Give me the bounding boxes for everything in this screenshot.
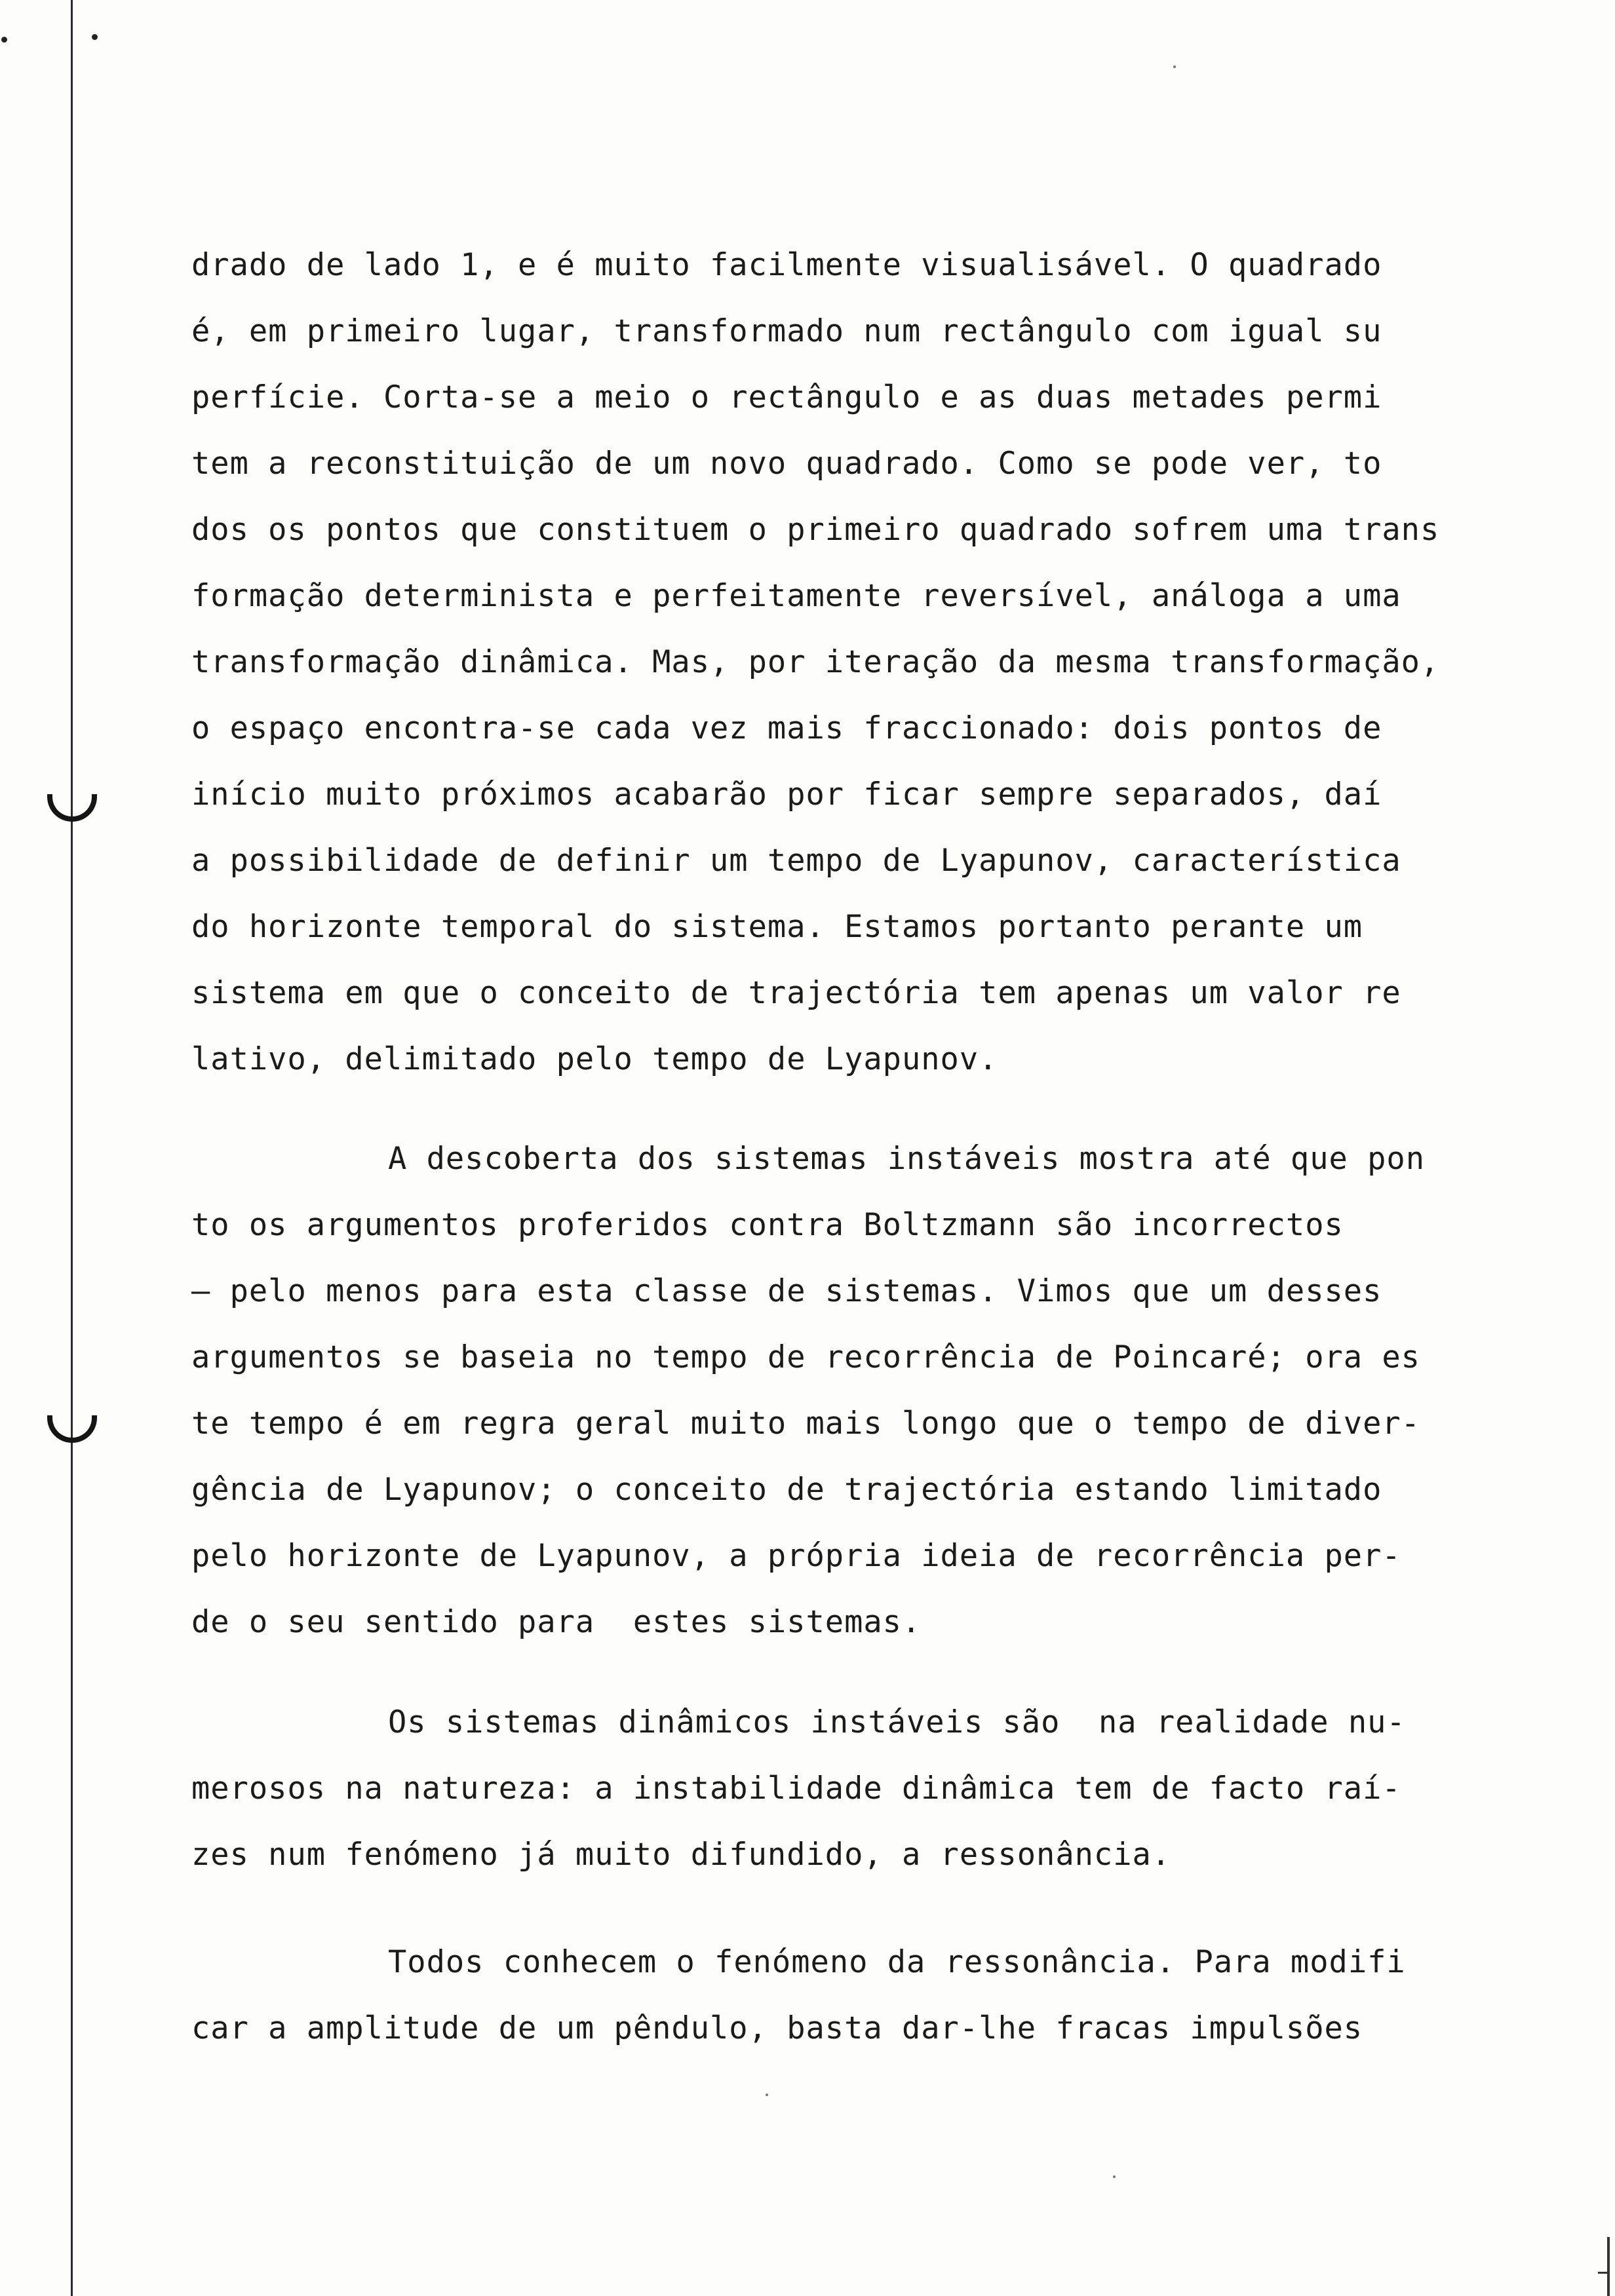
text-line: to os argumentos proferidos contra Boltzmann são incorrectos [191,1207,1344,1243]
text-line: lativo, delimitado pelo tempo de Lyapunov. [191,1041,998,1077]
text-line: de o seu sentido para estes sistemas. [191,1604,922,1640]
text-line: A descoberta dos sistemas instáveis mostra até que pon [388,1141,1426,1177]
speck [1173,66,1176,68]
corner-crop-mark [1607,2237,1610,2296]
text-line: Todos conhecem o fenómeno da ressonância. Para modifi [388,1944,1406,1980]
text-line: gência de Lyapunov; o conceito de trajectória estando limitado [191,1472,1382,1508]
text-line: sistema em que o conceito de trajectória tem apenas um valor re [191,975,1401,1011]
speck [766,2094,768,2096]
text-line: te tempo é em regra geral muito mais longo que o tempo de diver- [191,1406,1420,1442]
text-line: zes num fenómeno já muito difundido, a ressonância. [191,1837,1171,1873]
paragraph-1 [191,232,1489,1092]
text-line: perfície. Corta-se a meio o rectângulo e as duas metades permi [191,379,1382,415]
speck [1113,2175,1116,2178]
text-line: o espaço encontra-se cada vez mais fraccionado: dois pontos de [191,710,1382,746]
text-line: a possibilidade de definir um tempo de Lyapunov, característica [191,843,1401,879]
text-line: drado de lado 1, e é muito facilmente visualisável. O quadrado [191,247,1382,283]
margin-dot [92,34,98,40]
text-line: transformação dinâmica. Mas, por iteração da mesma transformação, [191,644,1440,680]
margin-dot [1,37,7,43]
text-line: argumentos se baseia no tempo de recorrência de Poincaré; ora es [191,1339,1420,1375]
text-line: formação determinista e perfeitamente reversível, análoga a uma [191,578,1401,614]
text-line: é, em primeiro lugar, transformado num rectângulo com igual su [191,313,1382,349]
text-line: — pelo menos para esta classe de sistemas. Vimos que um desses [191,1273,1382,1309]
text-line: Os sistemas dinâmicos instáveis são na realidade nu- [388,1704,1406,1740]
binding-margin-line [71,0,73,2296]
text-line: do horizonte temporal do sistema. Estamos portanto perante um [191,909,1363,945]
paragraph-4 [191,1929,1489,2061]
text-line: tem a reconstituição de um novo quadrado. Como se pode ver, to [191,446,1382,482]
text-line: pelo horizonte de Lyapunov, a própria ideia de recorrência per- [191,1538,1401,1574]
text-line: início muito próximos acabarão por ficar sempre separados, daí [191,776,1382,813]
text-line: car a amplitude de um pêndulo, basta dar-lhe fracas impulsões [191,2010,1363,2046]
text-line: dos os pontos que constituem o primeiro quadrado sofrem uma trans [191,512,1440,548]
punch-hole-mark [47,1415,97,1443]
punch-hole-mark [47,794,97,822]
paragraph-3 [191,1689,1489,1888]
text-line: merosos na natureza: a instabilidade dinâmica tem de facto raí- [191,1770,1401,1807]
paragraph-2 [191,1126,1489,1655]
